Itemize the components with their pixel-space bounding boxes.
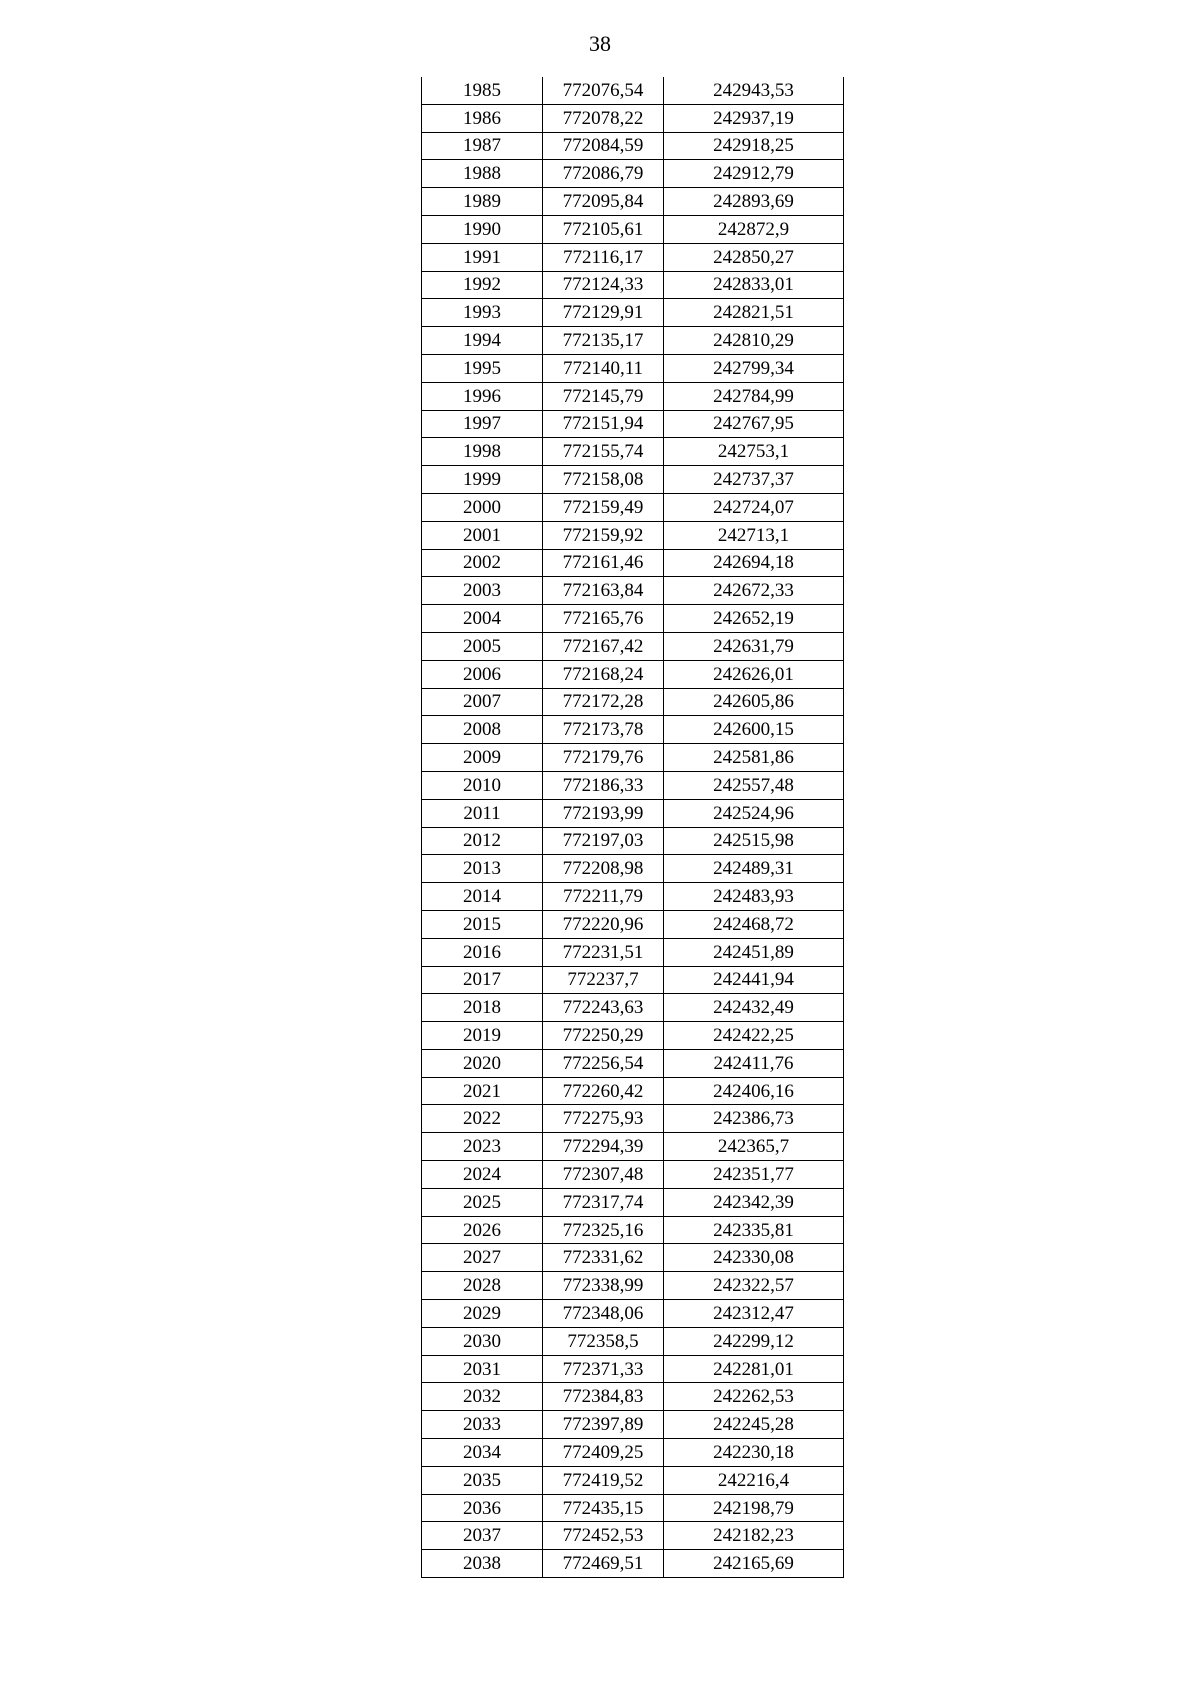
point-number-cell: 1997 — [422, 410, 543, 438]
x-coordinate-cell: 772161,46 — [543, 549, 664, 577]
table-row — [422, 354, 844, 382]
y-coordinate-cell: 242342,39 — [664, 1188, 844, 1216]
x-coordinate-cell: 772135,17 — [543, 327, 664, 355]
y-coordinate-cell: 242245,28 — [664, 1411, 844, 1439]
point-number-cell: 2035 — [422, 1466, 543, 1494]
x-coordinate-cell: 772086,79 — [543, 160, 664, 188]
point-number-cell: 1995 — [422, 354, 543, 382]
point-number-cell: 1994 — [422, 327, 543, 355]
table-row — [422, 327, 844, 355]
table-row — [422, 910, 844, 938]
x-coordinate-cell: 772384,83 — [543, 1383, 664, 1411]
point-number-cell: 1990 — [422, 215, 543, 243]
y-coordinate-cell: 242483,93 — [664, 883, 844, 911]
y-coordinate-cell: 242351,77 — [664, 1161, 844, 1189]
y-coordinate-cell: 242626,01 — [664, 660, 844, 688]
point-number-cell: 1993 — [422, 299, 543, 327]
x-coordinate-cell: 772145,79 — [543, 382, 664, 410]
table-row — [422, 382, 844, 410]
point-number-cell: 2026 — [422, 1216, 543, 1244]
y-coordinate-cell: 242386,73 — [664, 1105, 844, 1133]
y-coordinate-cell: 242810,29 — [664, 327, 844, 355]
x-coordinate-cell: 772419,52 — [543, 1466, 664, 1494]
y-coordinate-cell: 242422,25 — [664, 1022, 844, 1050]
point-number-cell: 2033 — [422, 1411, 543, 1439]
y-coordinate-cell: 242281,01 — [664, 1355, 844, 1383]
y-coordinate-cell: 242605,86 — [664, 688, 844, 716]
y-coordinate-cell: 242335,81 — [664, 1216, 844, 1244]
y-coordinate-cell: 242833,01 — [664, 271, 844, 299]
table-row — [422, 938, 844, 966]
point-number-cell: 2019 — [422, 1022, 543, 1050]
y-coordinate-cell: 242441,94 — [664, 966, 844, 994]
point-number-cell: 2022 — [422, 1105, 543, 1133]
x-coordinate-cell: 772158,08 — [543, 466, 664, 494]
table-row — [422, 493, 844, 521]
y-coordinate-cell: 242312,47 — [664, 1300, 844, 1328]
y-coordinate-cell: 242724,07 — [664, 493, 844, 521]
y-coordinate-cell: 242821,51 — [664, 299, 844, 327]
table-row — [422, 799, 844, 827]
table-row — [422, 605, 844, 633]
x-coordinate-cell: 772243,63 — [543, 994, 664, 1022]
y-coordinate-cell: 242912,79 — [664, 160, 844, 188]
x-coordinate-cell: 772186,33 — [543, 771, 664, 799]
point-number-cell: 2037 — [422, 1522, 543, 1550]
table-row — [422, 188, 844, 216]
x-coordinate-cell: 772155,74 — [543, 438, 664, 466]
point-number-cell: 1988 — [422, 160, 543, 188]
table-row — [422, 132, 844, 160]
x-coordinate-cell: 772317,74 — [543, 1188, 664, 1216]
y-coordinate-cell: 242784,99 — [664, 382, 844, 410]
x-coordinate-cell: 772151,94 — [543, 410, 664, 438]
table-row — [422, 1327, 844, 1355]
table-row — [422, 1161, 844, 1189]
table-row — [422, 994, 844, 1022]
y-coordinate-cell: 242216,4 — [664, 1466, 844, 1494]
y-coordinate-cell: 242767,95 — [664, 410, 844, 438]
x-coordinate-cell: 772208,98 — [543, 855, 664, 883]
y-coordinate-cell: 242713,1 — [664, 521, 844, 549]
y-coordinate-cell: 242652,19 — [664, 605, 844, 633]
point-number-cell: 2034 — [422, 1439, 543, 1467]
point-number-cell: 2030 — [422, 1327, 543, 1355]
table-row — [422, 271, 844, 299]
table-row — [422, 299, 844, 327]
table-row — [422, 1105, 844, 1133]
x-coordinate-cell: 772197,03 — [543, 827, 664, 855]
x-coordinate-cell: 772409,25 — [543, 1439, 664, 1467]
y-coordinate-cell: 242198,79 — [664, 1494, 844, 1522]
y-coordinate-cell: 242165,69 — [664, 1550, 844, 1578]
point-number-cell: 2028 — [422, 1272, 543, 1300]
table-row — [422, 104, 844, 132]
x-coordinate-cell: 772140,11 — [543, 354, 664, 382]
table-row — [422, 1216, 844, 1244]
x-coordinate-cell: 772193,99 — [543, 799, 664, 827]
x-coordinate-cell: 772076,54 — [543, 77, 664, 104]
y-coordinate-cell: 242406,16 — [664, 1077, 844, 1105]
table-row — [422, 1272, 844, 1300]
x-coordinate-cell: 772338,99 — [543, 1272, 664, 1300]
table-row — [422, 1466, 844, 1494]
point-number-cell: 2038 — [422, 1550, 543, 1578]
y-coordinate-cell: 242672,33 — [664, 577, 844, 605]
point-number-cell: 2024 — [422, 1161, 543, 1189]
table-row — [422, 855, 844, 883]
point-number-cell: 2010 — [422, 771, 543, 799]
table-row — [422, 577, 844, 605]
y-coordinate-cell: 242322,57 — [664, 1272, 844, 1300]
table-row — [422, 1355, 844, 1383]
y-coordinate-cell: 242365,7 — [664, 1133, 844, 1161]
y-coordinate-cell: 242753,1 — [664, 438, 844, 466]
table-row — [422, 716, 844, 744]
point-number-cell: 2012 — [422, 827, 543, 855]
x-coordinate-cell: 772084,59 — [543, 132, 664, 160]
y-coordinate-cell: 242799,34 — [664, 354, 844, 382]
table-row — [422, 521, 844, 549]
x-coordinate-cell: 772452,53 — [543, 1522, 664, 1550]
point-number-cell: 2029 — [422, 1300, 543, 1328]
table-row — [422, 827, 844, 855]
x-coordinate-cell: 772256,54 — [543, 1049, 664, 1077]
x-coordinate-cell: 772325,16 — [543, 1216, 664, 1244]
table-row — [422, 466, 844, 494]
point-number-cell: 2020 — [422, 1049, 543, 1077]
y-coordinate-cell: 242631,79 — [664, 632, 844, 660]
y-coordinate-cell: 242557,48 — [664, 771, 844, 799]
y-coordinate-cell: 242694,18 — [664, 549, 844, 577]
point-number-cell: 2018 — [422, 994, 543, 1022]
y-coordinate-cell: 242893,69 — [664, 188, 844, 216]
table-row — [422, 771, 844, 799]
x-coordinate-cell: 772172,28 — [543, 688, 664, 716]
y-coordinate-cell: 242872,9 — [664, 215, 844, 243]
point-number-cell: 2036 — [422, 1494, 543, 1522]
table-row — [422, 688, 844, 716]
y-coordinate-cell: 242432,49 — [664, 994, 844, 1022]
x-coordinate-cell: 772129,91 — [543, 299, 664, 327]
point-number-cell: 2005 — [422, 632, 543, 660]
table-row — [422, 410, 844, 438]
point-number-cell: 2008 — [422, 716, 543, 744]
x-coordinate-cell: 772307,48 — [543, 1161, 664, 1189]
y-coordinate-cell: 242451,89 — [664, 938, 844, 966]
coordinates-table — [421, 77, 844, 1578]
table-row — [422, 1550, 844, 1578]
x-coordinate-cell: 772179,76 — [543, 744, 664, 772]
point-number-cell: 2031 — [422, 1355, 543, 1383]
y-coordinate-cell: 242850,27 — [664, 243, 844, 271]
point-number-cell: 2017 — [422, 966, 543, 994]
x-coordinate-cell: 772165,76 — [543, 605, 664, 633]
coordinates-table-body — [422, 77, 844, 1578]
x-coordinate-cell: 772168,24 — [543, 660, 664, 688]
table-row — [422, 1049, 844, 1077]
point-number-cell: 2021 — [422, 1077, 543, 1105]
table-row — [422, 883, 844, 911]
x-coordinate-cell: 772116,17 — [543, 243, 664, 271]
x-coordinate-cell: 772159,49 — [543, 493, 664, 521]
x-coordinate-cell: 772371,33 — [543, 1355, 664, 1383]
x-coordinate-cell: 772173,78 — [543, 716, 664, 744]
table-row — [422, 1439, 844, 1467]
y-coordinate-cell: 242230,18 — [664, 1439, 844, 1467]
y-coordinate-cell: 242411,76 — [664, 1049, 844, 1077]
table-row — [422, 1077, 844, 1105]
table-row — [422, 77, 844, 104]
point-number-cell: 2006 — [422, 660, 543, 688]
x-coordinate-cell: 772275,93 — [543, 1105, 664, 1133]
page-number: 38 — [589, 31, 611, 56]
y-coordinate-cell: 242299,12 — [664, 1327, 844, 1355]
table-row — [422, 215, 844, 243]
point-number-cell: 2025 — [422, 1188, 543, 1216]
x-coordinate-cell: 772250,29 — [543, 1022, 664, 1050]
x-coordinate-cell: 772469,51 — [543, 1550, 664, 1578]
x-coordinate-cell: 772358,5 — [543, 1327, 664, 1355]
point-number-cell: 2007 — [422, 688, 543, 716]
x-coordinate-cell: 772124,33 — [543, 271, 664, 299]
table-row — [422, 632, 844, 660]
table-row — [422, 1022, 844, 1050]
table-row — [422, 1300, 844, 1328]
y-coordinate-cell: 242262,53 — [664, 1383, 844, 1411]
x-coordinate-cell: 772231,51 — [543, 938, 664, 966]
point-number-cell: 2014 — [422, 883, 543, 911]
table-row — [422, 1244, 844, 1272]
point-number-cell: 1991 — [422, 243, 543, 271]
y-coordinate-cell: 242524,96 — [664, 799, 844, 827]
y-coordinate-cell: 242737,37 — [664, 466, 844, 494]
point-number-cell: 2015 — [422, 910, 543, 938]
table-row — [422, 160, 844, 188]
y-coordinate-cell: 242943,53 — [664, 77, 844, 104]
y-coordinate-cell: 242515,98 — [664, 827, 844, 855]
x-coordinate-cell: 772435,15 — [543, 1494, 664, 1522]
point-number-cell: 1992 — [422, 271, 543, 299]
point-number-cell: 1989 — [422, 188, 543, 216]
table-row — [422, 744, 844, 772]
x-coordinate-cell: 772159,92 — [543, 521, 664, 549]
point-number-cell: 2009 — [422, 744, 543, 772]
point-number-cell: 2002 — [422, 549, 543, 577]
x-coordinate-cell: 772397,89 — [543, 1411, 664, 1439]
x-coordinate-cell: 772348,06 — [543, 1300, 664, 1328]
table-row — [422, 1188, 844, 1216]
point-number-cell: 1999 — [422, 466, 543, 494]
point-number-cell: 1996 — [422, 382, 543, 410]
point-number-cell: 2004 — [422, 605, 543, 633]
y-coordinate-cell: 242330,08 — [664, 1244, 844, 1272]
x-coordinate-cell: 772220,96 — [543, 910, 664, 938]
y-coordinate-cell: 242918,25 — [664, 132, 844, 160]
table-row — [422, 243, 844, 271]
x-coordinate-cell: 772260,42 — [543, 1077, 664, 1105]
point-number-cell: 2013 — [422, 855, 543, 883]
table-row — [422, 1522, 844, 1550]
y-coordinate-cell: 242937,19 — [664, 104, 844, 132]
y-coordinate-cell: 242182,23 — [664, 1522, 844, 1550]
table-row — [422, 1383, 844, 1411]
point-number-cell: 1998 — [422, 438, 543, 466]
x-coordinate-cell: 772167,42 — [543, 632, 664, 660]
x-coordinate-cell: 772211,79 — [543, 883, 664, 911]
point-number-cell: 2003 — [422, 577, 543, 605]
point-number-cell: 2027 — [422, 1244, 543, 1272]
y-coordinate-cell: 242581,86 — [664, 744, 844, 772]
y-coordinate-cell: 242489,31 — [664, 855, 844, 883]
x-coordinate-cell: 772237,7 — [543, 966, 664, 994]
point-number-cell: 2011 — [422, 799, 543, 827]
table-row — [422, 1494, 844, 1522]
point-number-cell: 2032 — [422, 1383, 543, 1411]
table-row — [422, 660, 844, 688]
y-coordinate-cell: 242600,15 — [664, 716, 844, 744]
point-number-cell: 2000 — [422, 493, 543, 521]
table-row — [422, 549, 844, 577]
x-coordinate-cell: 772163,84 — [543, 577, 664, 605]
table-row — [422, 966, 844, 994]
x-coordinate-cell: 772331,62 — [543, 1244, 664, 1272]
point-number-cell: 1987 — [422, 132, 543, 160]
point-number-cell: 2001 — [422, 521, 543, 549]
x-coordinate-cell: 772105,61 — [543, 215, 664, 243]
y-coordinate-cell: 242468,72 — [664, 910, 844, 938]
x-coordinate-cell: 772078,22 — [543, 104, 664, 132]
point-number-cell: 1985 — [422, 77, 543, 104]
point-number-cell: 2023 — [422, 1133, 543, 1161]
table-row — [422, 438, 844, 466]
point-number-cell: 2016 — [422, 938, 543, 966]
table-row — [422, 1411, 844, 1439]
table-row — [422, 1133, 844, 1161]
x-coordinate-cell: 772294,39 — [543, 1133, 664, 1161]
point-number-cell: 1986 — [422, 104, 543, 132]
x-coordinate-cell: 772095,84 — [543, 188, 664, 216]
